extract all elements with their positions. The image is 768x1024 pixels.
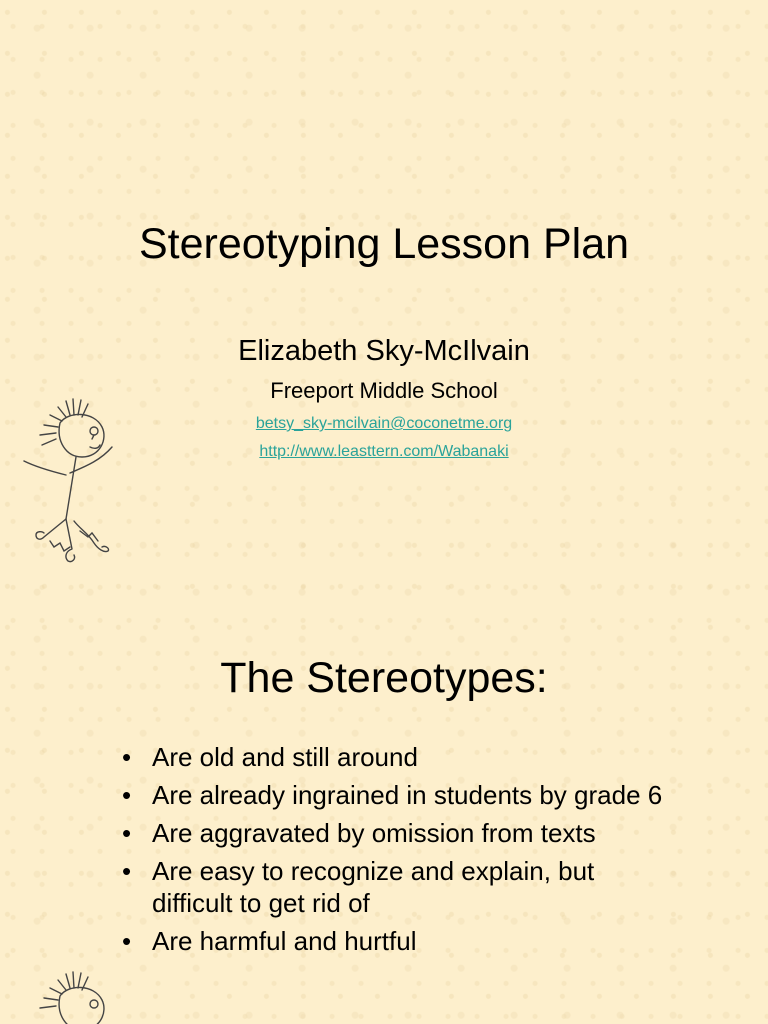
list-item (120, 925, 680, 957)
list-item (120, 817, 680, 849)
bullet-list (120, 741, 680, 963)
stick-figure-drawing-icon (10, 968, 120, 1024)
bullet-text: Are aggravated by omission from texts (152, 818, 596, 848)
bullet-icon: • (122, 856, 132, 886)
list-item (120, 779, 680, 811)
bullet-text: Are easy to recognize and explain, but difficult to get rid of (152, 856, 595, 918)
slide-title: The Stereotypes: (220, 654, 548, 702)
slide-title: Stereotyping Lesson Plan (138, 220, 630, 268)
list-item (120, 741, 680, 773)
school-name: Freeport Middle School (270, 378, 498, 403)
bullet-icon: • (122, 742, 132, 772)
author-name: Elizabeth Sky-McIlvain (238, 335, 530, 367)
stereotypes-slide (0, 578, 768, 1024)
bullet-icon: • (122, 780, 132, 810)
bullet-icon: • (122, 818, 132, 848)
email-link[interactable]: betsy_sky-mcilvain@coconetme.org (255, 415, 513, 432)
bullet-icon: • (122, 926, 132, 956)
bullet-text: Are already ingrained in students by grade 6 (152, 780, 663, 810)
website-link[interactable]: http://www.leasttern.com/Wabanaki (259, 443, 509, 460)
bullet-text: Are old and still around (152, 742, 418, 772)
list-item (120, 855, 680, 919)
bullet-text: Are harmful and hurtful (152, 926, 417, 956)
